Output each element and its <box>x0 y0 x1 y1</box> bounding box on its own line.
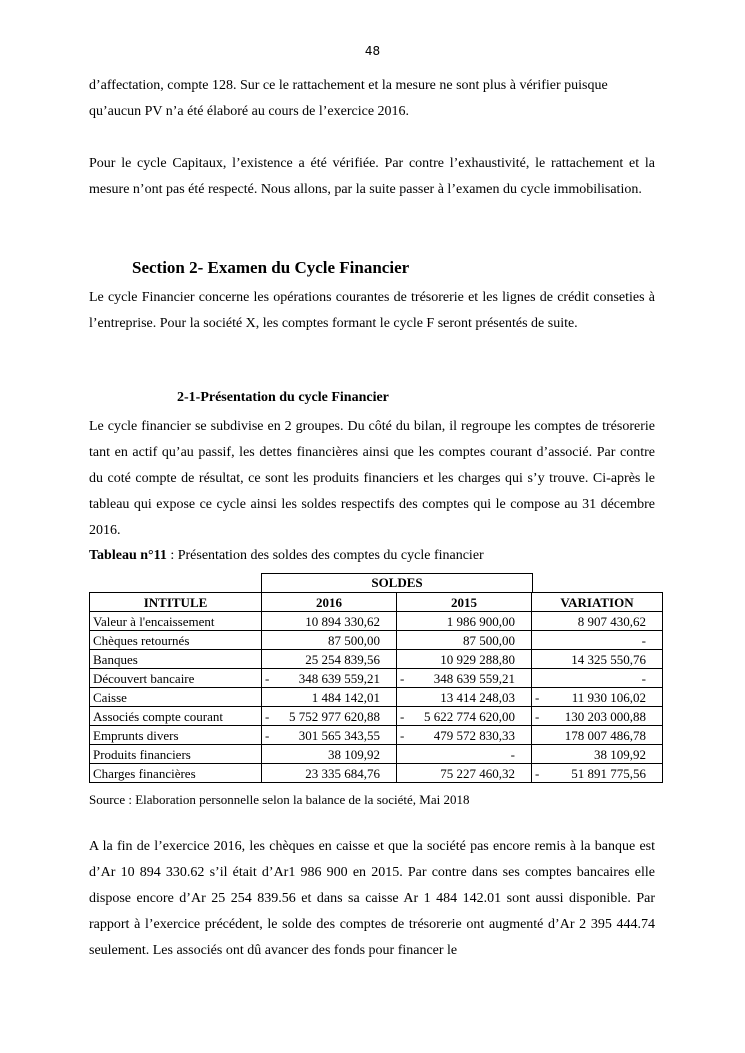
cell-label: Chèques retournés <box>90 631 262 650</box>
paragraph-analysis: A la fin de l’exercice 2016, les chèques en caisse et que la société pas encore remis à la banque est d’Ar 10 894 330.62 s’il était d’Ar1 986 900 en 2015. Par contre dans ses comptes bancaires elle dispose encore d’Ar 25 254 839.56 et dans sa caisse Ar 1 484 142.01 sont aussi disponible. Par rapport à l’exercice précédent, le solde des comptes de trésorerie ont augmenté d’Ar 2 395 444.74 seulement. Les associés ont dû avancer des fonds pour financer le <box>89 839 655 958</box>
value: 75 227 460,32 <box>440 765 515 781</box>
cell-2016 <box>262 631 397 650</box>
cell-2016 <box>262 688 397 707</box>
cell-2015 <box>397 707 532 726</box>
cell-label: Produits financiers <box>90 745 262 764</box>
cell-2016 <box>262 669 397 688</box>
table-row <box>90 669 663 688</box>
header-variation: VARIATION <box>532 593 663 612</box>
table-caption <box>89 547 484 565</box>
cell-2015 <box>397 688 532 707</box>
value: 348 639 559,21 <box>298 670 380 686</box>
cell-variation <box>532 688 663 707</box>
value: 8 907 430,62 <box>577 613 646 629</box>
value: 25 254 839,56 <box>305 651 380 667</box>
value: 38 109,92 <box>594 746 646 762</box>
neg-sign: - <box>535 689 540 705</box>
value: 87 500,00 <box>328 632 380 648</box>
cell-variation <box>532 726 663 745</box>
value: 14 325 550,76 <box>571 651 646 667</box>
table-row <box>90 764 663 783</box>
value: 5 752 977 620,88 <box>289 708 380 724</box>
cell-2016 <box>262 726 397 745</box>
financial-cycle-table <box>89 592 663 783</box>
value: 13 414 248,03 <box>440 689 515 705</box>
cell-2016 <box>262 650 397 669</box>
paragraph-intro-line2: qu’aucun PV n’a été élaboré au cours de l’exercice 2016. <box>89 104 410 119</box>
neg-sign: - <box>265 670 270 686</box>
cell-variation <box>532 764 663 783</box>
value: - <box>641 670 646 686</box>
table-row <box>90 745 663 764</box>
cell-2016 <box>262 745 397 764</box>
paragraph-intro-line1: d’affectation, compte 128. Sur ce le rattachement et la mesure ne sont plus à vérifier puisque <box>89 78 608 93</box>
value: 10 894 330,62 <box>305 613 380 629</box>
table-row <box>90 631 663 650</box>
paragraph-cycle-financier: Le cycle Financier concerne les opérations courantes de trésorerie et les lignes de crédit conseties à l’entreprise. Pour la société X, les comptes formant le cycle F seront présentés de suite. <box>89 290 655 331</box>
cell-2015 <box>397 745 532 764</box>
cell-2015 <box>397 726 532 745</box>
value: 87 500,00 <box>463 632 515 648</box>
value: 11 930 106,02 <box>571 689 646 705</box>
value: 301 565 343,55 <box>298 727 380 743</box>
value: 10 929 288,80 <box>440 651 515 667</box>
cell-label: Charges financières <box>90 764 262 783</box>
table-row <box>90 707 663 726</box>
value: 38 109,92 <box>328 746 380 762</box>
value: 1 484 142,01 <box>311 689 380 705</box>
cell-variation <box>532 612 663 631</box>
table-group-header: SOLDES <box>261 573 533 592</box>
value: 23 335 684,76 <box>305 765 380 781</box>
cell-variation <box>532 650 663 669</box>
neg-sign: - <box>400 727 405 743</box>
neg-sign: - <box>400 708 405 724</box>
value: 348 639 559,21 <box>433 670 515 686</box>
value: - <box>641 632 646 648</box>
cell-2016 <box>262 707 397 726</box>
cell-label: Emprunts divers <box>90 726 262 745</box>
subsection-title: 2-1-Présentation du cycle Financier <box>177 390 389 405</box>
cell-variation <box>532 631 663 650</box>
cell-variation <box>532 707 663 726</box>
cell-label: Caisse <box>90 688 262 707</box>
page-number: 48 <box>364 44 381 58</box>
value: 51 891 775,56 <box>571 765 646 781</box>
value: 5 622 774 620,00 <box>424 708 515 724</box>
cell-2015 <box>397 764 532 783</box>
header-intitule: INTITULE <box>90 593 262 612</box>
cell-variation <box>532 669 663 688</box>
table-caption-text: : Présentation des soldes des comptes du cycle financier <box>166 548 484 563</box>
cell-2016 <box>262 612 397 631</box>
neg-sign: - <box>265 727 270 743</box>
table-row <box>90 650 663 669</box>
cell-label: Banques <box>90 650 262 669</box>
value: 130 203 000,88 <box>564 708 646 724</box>
table-row <box>90 688 663 707</box>
table-row <box>90 726 663 745</box>
neg-sign: - <box>265 708 270 724</box>
cell-2015 <box>397 650 532 669</box>
value: 178 007 486,78 <box>564 727 646 743</box>
neg-sign: - <box>535 765 540 781</box>
table-source: Source : Elaboration personnelle selon la balance de la société, Mai 2018 <box>89 792 470 807</box>
table-row <box>90 612 663 631</box>
cell-2016 <box>262 764 397 783</box>
cell-variation <box>532 745 663 764</box>
cell-label: Associés compte courant <box>90 707 262 726</box>
paragraph-capitaux: Pour le cycle Capitaux, l’existence a été vérifiée. Par contre l’exhaustivité, le rattachement et la mesure n’ont pas été respecté. Nous allons, par la suite passer à l’examen du cycle immobilisation. <box>89 156 655 197</box>
paragraph-presentation: Le cycle financier se subdivise en 2 groupes. Du côté du bilan, il regroupe les comptes de trésorerie tant en actif qu’au passif, les dettes financières ainsi que les comptes courant d’associé. Par contre du coté compte de résultat, ce sont les produits financiers et les charges qui s’y trouve. Ci-après le tableau qui expose ce cycle ainsi les soldes respectifs des comptes qui le compose au 31 décembre 2016. <box>89 419 655 538</box>
header-2016: 2016 <box>262 593 397 612</box>
neg-sign: - <box>535 708 540 724</box>
cell-2015 <box>397 631 532 650</box>
neg-sign: - <box>400 670 405 686</box>
table-caption-label: Tableau n°11 <box>89 548 167 563</box>
cell-label: Valeur à l'encaissement <box>90 612 262 631</box>
value: 479 572 830,33 <box>433 727 515 743</box>
header-2015: 2015 <box>397 593 532 612</box>
value: - <box>510 746 515 762</box>
cell-label: Découvert bancaire <box>90 669 262 688</box>
section-title: Section 2- Examen du Cycle Financier <box>132 258 410 277</box>
cell-2015 <box>397 669 532 688</box>
value: 1 986 900,00 <box>446 613 515 629</box>
cell-2015 <box>397 612 532 631</box>
paragraph-intro <box>89 73 655 125</box>
table-header-row <box>90 593 663 612</box>
